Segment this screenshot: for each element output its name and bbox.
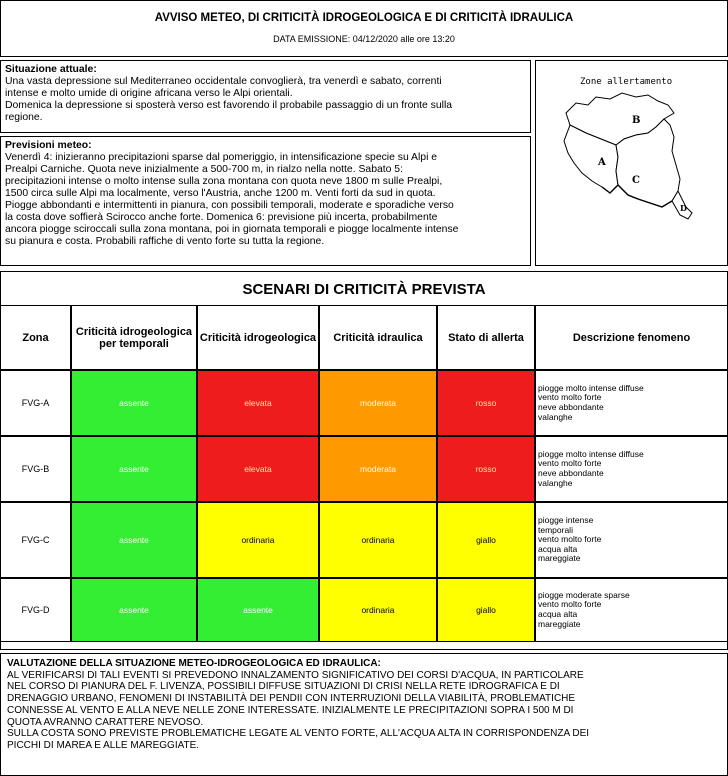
idraulica-cell: ordinaria [319, 578, 437, 642]
phenomenon-item: acqua alta [538, 609, 578, 619]
phenomenon-item: vento molto forte [538, 534, 602, 545]
idrogeologica-cell: elevata [197, 436, 319, 502]
idrogeologica-cell: assente [197, 578, 319, 642]
phenomenon-item: vento molto forte [538, 599, 602, 610]
description-cell [535, 436, 728, 502]
phenomenon-item: valanghe [538, 477, 573, 488]
forecast-line: Piogge abbondanti e intermittenti in pianura, con possibili temporali, moderate e sporadiche verso [5, 200, 454, 211]
assessment-section [0, 653, 728, 776]
assessment-line: CONNESSE AL VENTO E ALLA NEVE NELLE ZONE INTERESSATE. INIZIALMENTE LE PRECIPITAZIONI SOPRA I 500 M DI [7, 704, 574, 716]
current-situation-heading: Situazione attuale: [5, 64, 97, 75]
table-row [0, 370, 728, 436]
phenomenon-item: acqua alta [538, 543, 578, 554]
phenomenon-item: mareggiate [538, 618, 581, 629]
current-situation-line: Una vasta depressione sul Mediterraneo occidentale convoglierà, tra venerdì e sabato, correnti [5, 76, 442, 87]
idraulica-cell: ordinaria [319, 502, 437, 578]
zone-cell: FVG-B [0, 436, 71, 502]
phenomenon-item: piogge moderate sparse [538, 589, 630, 600]
emission-date: DATA EMISSIONE: 04/12/2020 alle ore 13:20 [273, 34, 455, 44]
table-header-row [0, 305, 728, 370]
forecast-line: ancora piogge sciroccali sulla zona montana, poi in giornata temporali e piogge localmente intense [5, 224, 459, 235]
bulletin-header [0, 0, 728, 57]
criticality-table [0, 305, 728, 642]
temporali-cell: assente [71, 578, 197, 642]
zone-label-b: B [632, 115, 641, 126]
zone-cell: FVG-C [0, 502, 71, 578]
assessment-line: QUOTA AVRANNO CARATTERE NEVOSO. [7, 716, 204, 728]
forecast-line: Venerdì 4: inizieranno precipitazioni sparse dal pomeriggio, in intensificazione specie su Alpi e [5, 152, 438, 163]
header-zona: Zona [0, 305, 71, 370]
forecast-line: 1500 circa sulle Alpi ma localmente, verso l'Austria, anche 1200 m. Venti forti da sud in quota. [5, 188, 436, 199]
phenomenon-item: temporali [538, 524, 573, 535]
bulletin-title: AVVISO METEO, DI CRITICITÀ IDROGEOLOGICA E DI CRITICITÀ IDRAULICA [154, 12, 574, 24]
map-title: Zone allertamento [580, 77, 673, 87]
header-temporali: Criticità idrogeologica per temporali [71, 305, 197, 370]
temporali-cell: assente [71, 436, 197, 502]
current-situation-section [0, 60, 531, 133]
assessment-line: SULLA COSTA SONO PREVISTE PROBLEMATICHE LEGATE AL VENTO FORTE, ALL'ACQUA ALTA IN CORRISPONDENZA DEI [7, 728, 590, 740]
header-idraulica: Criticità idraulica [319, 305, 437, 370]
assessment-line: AL VERIFICARSI DI TALI EVENTI SI PREVEDONO INNALZAMENTO SIGNIFICATIVO DEI CORSI D'ACQUA, IN PARTICOLARE [7, 669, 584, 681]
phenomenon-item: neve abbondante [538, 468, 604, 478]
current-situation-line: intense e molto umide di origine africana verso le Alpi orientali. [5, 88, 293, 99]
phenomenon-item: neve abbondante [538, 402, 604, 412]
phenomenon-item: piogge molto intense diffuse [538, 448, 644, 459]
alert-zones-map [535, 60, 728, 266]
allerta-cell: giallo [437, 578, 535, 642]
assessment-line: DRENAGGIO URBANO, FENOMENI DI INSTABILITÀ DEI PENDII CON INTERRUZIONI DELLA VIABILITÀ, PROBLEMATICHE [7, 693, 576, 705]
zone-label-c: C [632, 175, 640, 186]
idraulica-cell: moderata [319, 370, 437, 436]
assessment-line: PICCHI DI MAREA E ALLE MAREGGIATE. [7, 739, 200, 751]
phenomenon-item: vento molto forte [538, 392, 602, 403]
table-row [0, 578, 728, 642]
weather-forecast-heading: Previsioni meteo: [5, 140, 92, 151]
region-map-graphic [536, 61, 728, 267]
phenomenon-item: piogge molto intense diffuse [538, 382, 644, 393]
assessment-heading: VALUTAZIONE DELLA SITUAZIONE METEO-IDROGEOLOGICA ED IDRAULICA: [7, 658, 381, 669]
idraulica-cell: moderata [319, 436, 437, 502]
allerta-cell: rosso [437, 436, 535, 502]
allerta-cell: rosso [437, 370, 535, 436]
table-row [0, 502, 728, 578]
zone-cell: FVG-D [0, 578, 71, 642]
phenomenon-item: vento molto forte [538, 458, 602, 469]
description-cell [535, 578, 728, 642]
forecast-line: precipitazioni intense o molto intense sulla zona montana con quota neve 1800 m sulle Prealpi, [5, 176, 443, 187]
zone-label-a: A [598, 157, 606, 168]
phenomenon-item: valanghe [538, 411, 573, 422]
description-cell [535, 502, 728, 578]
allerta-cell: giallo [437, 502, 535, 578]
table-row [0, 436, 728, 502]
forecast-line: Prealpi Carniche. Quota neve inizialmente a 500-700 m, in rialzo nella notte. Sabato 5: [5, 164, 403, 175]
header-descrizione: Descrizione fenomeno [535, 305, 728, 370]
idrogeologica-cell: ordinaria [197, 502, 319, 578]
temporali-cell: assente [71, 370, 197, 436]
scenarios-title: SCENARI DI CRITICITÀ PREVISTA [242, 281, 486, 298]
idrogeologica-cell: elevata [197, 370, 319, 436]
zone-label-d: D [680, 203, 687, 213]
header-idrogeologica: Criticità idrogeologica [197, 305, 319, 370]
weather-forecast-section [0, 136, 531, 266]
header-allerta: Stato di allerta [437, 305, 535, 370]
description-cell [535, 370, 728, 436]
temporali-cell: assente [71, 502, 197, 578]
forecast-line: su pianura e costa. Probabili raffiche di vento forte su tutta la regione. [5, 236, 325, 247]
phenomenon-item: piogge intense [538, 515, 594, 526]
forecast-line: la costa dove soffierà Scirocco anche forte. Domenica 6: previsione più incerta, probabilmente [5, 212, 438, 223]
zone-cell: FVG-A [0, 370, 71, 436]
phenomenon-item: mareggiate [538, 553, 581, 564]
current-situation-line: Domenica la depressione si sposterà verso est favorendo il probabile passaggio di un fronte sulla [5, 100, 453, 111]
current-situation-line: regione. [5, 112, 43, 123]
assessment-line: NEL CORSO DI PIANURA DEL F. LIVENZA, POSSIBILI DIFFUSE SITUAZIONI DI CRISI NELLA RETE IDROGRAFICA E DI [7, 681, 560, 693]
